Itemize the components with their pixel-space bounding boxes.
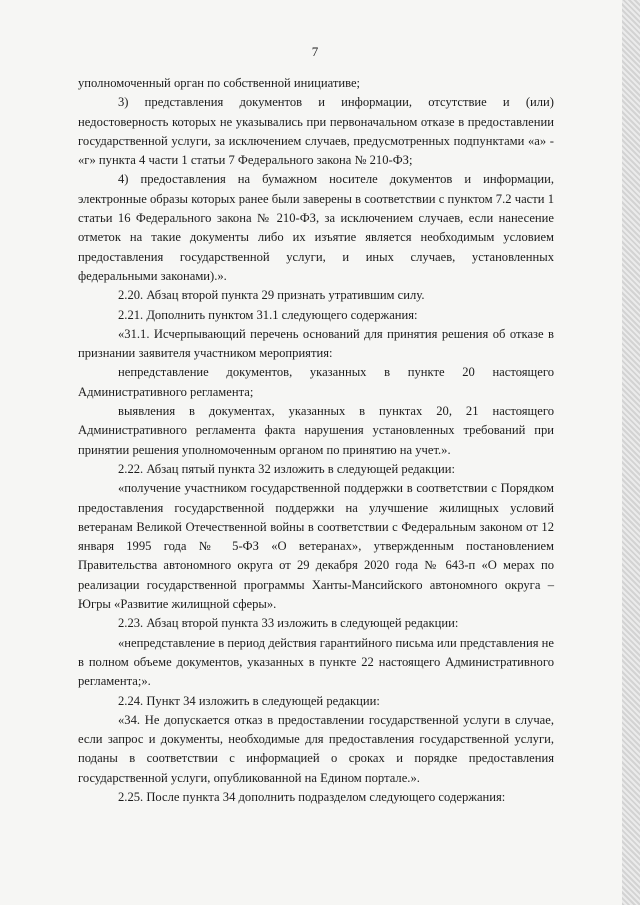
paragraph: «34. Не допускается отказ в предоставлении государственной услуги в случае, если запрос и документы, необходимые для предоставления государственной услуги, поданы в соответствии с информацией о сроках и порядке предоставления государственной услуги, опубликованной на Едином портале.».: [78, 712, 554, 785]
paragraph: 2.23. Абзац второй пункта 33 изложить в следующей редакции:: [118, 616, 459, 631]
page-number: 7: [311, 44, 319, 59]
paragraph: «31.1. Исчерпывающий перечень оснований для принятия решения об отказе в признании заявителя участником мероприятия:: [78, 326, 554, 361]
paragraph: уполномоченный орган по собственной инициативе;: [78, 76, 361, 90]
paragraph: «непредставление в период действия гарантийного письма или представления не в полном объеме документов, указанных в пункте 22 настоящего Административного регламента;».: [78, 635, 554, 689]
paragraph: 2.22. Абзац пятый пункта 32 изложить в следующей редакции:: [118, 461, 455, 476]
scan-edge-pattern: [622, 0, 640, 905]
paragraph: 2.21. Дополнить пунктом 31.1 следующего содержания:: [118, 307, 418, 322]
paragraph: 3) представления документов и информации, отсутствие и (или) недостоверность которых не указывались при первоначальном отказе в предоставлении государственной услуги, за исключением случаев, предусмотренных подпунктами «а» - «г» пункта 4 части 1 статьи 7 Федерального закона № 210-ФЗ;: [78, 95, 554, 168]
paragraph: 2.20. Абзац второй пункта 29 признать утратившим силу.: [118, 288, 425, 303]
paragraph: выявления в документах, указанных в пунктах 20, 21 настоящего Административного регламента факта нарушения установленных требований при принятии решения уполномоченным органом по принятию на учет.».: [78, 404, 554, 457]
paragraph: непредставление документов, указанных в пункте 20 настоящего Административного регламента;: [78, 365, 554, 399]
paragraph: 4) предоставления на бумажном носителе документов и информации, электронные образы которых ранее были заверены в соответствии с пунктом 7.2 части 1 статьи 16 Федерального закона № 210-ФЗ, за исключением случаев, если нанесение отметок на такие документы либо их изъятие является необходимым условием предоставления государственной услуги, и иных случаев, установленных федеральными законами).».: [78, 172, 554, 283]
document-body: [78, 74, 554, 807]
paragraph: 2.24. Пункт 34 изложить в следующей редакции:: [118, 693, 380, 708]
paragraph: 2.25. После пункта 34 дополнить подразделом следующего содержания:: [118, 789, 506, 804]
paragraph: «получение участником государственной поддержки в соответствии с Порядком предоставления государственной поддержки на улучшение жилищных условий ветеранам Великой Отечественной войны в соответствии с Федеральным законом от 12 января 1995 года № 5-ФЗ «О ветеранах», утвержденным постановлением Правительства автономного округа от 29 декабря 2020 года № 643-п «О мерах по реализации государственной программы Ханты-Мансийского автономного округа – Югры «Развитие жилищной сферы».: [78, 481, 554, 612]
